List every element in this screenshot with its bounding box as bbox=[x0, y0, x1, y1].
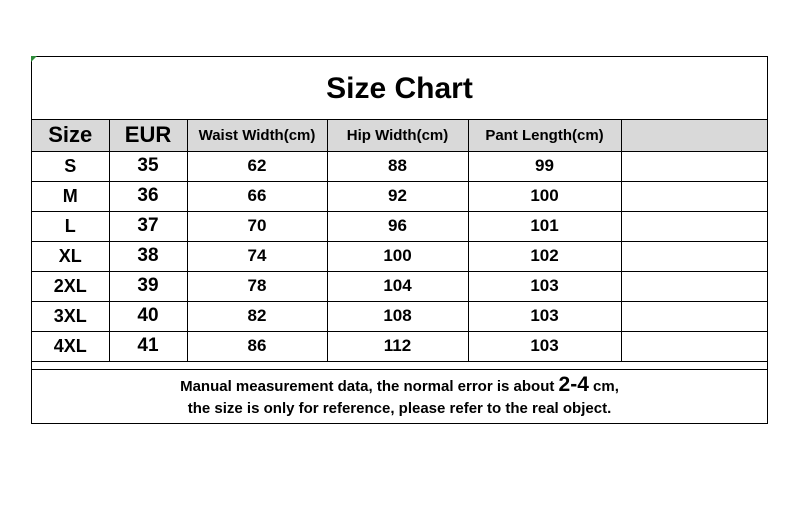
size-chart bbox=[31, 56, 768, 424]
pant-cell: 103 bbox=[468, 331, 621, 361]
waist-cell: 62 bbox=[187, 151, 327, 181]
empty-cell bbox=[621, 151, 767, 181]
size-cell: L bbox=[32, 211, 109, 241]
hip-cell: 108 bbox=[327, 301, 468, 331]
size-cell: 2XL bbox=[32, 271, 109, 301]
size-table bbox=[32, 120, 767, 362]
corner-marker bbox=[31, 56, 37, 62]
waist-cell: 66 bbox=[187, 181, 327, 211]
empty-cell bbox=[621, 331, 767, 361]
note-prefix: Manual measurement data, the normal error is about bbox=[180, 378, 559, 395]
table-row bbox=[32, 331, 767, 361]
size-cell: 3XL bbox=[32, 301, 109, 331]
eur-cell: 38 bbox=[109, 241, 187, 271]
table-row bbox=[32, 301, 767, 331]
pant-cell: 101 bbox=[468, 211, 621, 241]
eur-cell: 40 bbox=[109, 301, 187, 331]
pant-cell: 103 bbox=[468, 271, 621, 301]
note-line-2: the size is only for reference, please refer to the real object. bbox=[187, 400, 612, 417]
header-hip-width: Hip Width(cm) bbox=[327, 120, 468, 151]
pant-cell: 102 bbox=[468, 241, 621, 271]
empty-cell bbox=[621, 271, 767, 301]
table-row bbox=[32, 181, 767, 211]
header-waist-width: Waist Width(cm) bbox=[187, 120, 327, 151]
empty-cell bbox=[621, 301, 767, 331]
hip-cell: 96 bbox=[327, 211, 468, 241]
hip-cell: 88 bbox=[327, 151, 468, 181]
table-row bbox=[32, 151, 767, 181]
chart-title: Size Chart bbox=[32, 57, 767, 120]
header-eur: EUR bbox=[109, 120, 187, 151]
eur-cell: 39 bbox=[109, 271, 187, 301]
size-cell: S bbox=[32, 151, 109, 181]
empty-cell bbox=[621, 211, 767, 241]
note-line-1 bbox=[180, 374, 619, 398]
header-pant-length: Pant Length(cm) bbox=[468, 120, 621, 151]
empty-cell bbox=[621, 181, 767, 211]
hip-cell: 92 bbox=[327, 181, 468, 211]
waist-cell: 78 bbox=[187, 271, 327, 301]
pant-cell: 99 bbox=[468, 151, 621, 181]
eur-cell: 41 bbox=[109, 331, 187, 361]
hip-cell: 104 bbox=[327, 271, 468, 301]
waist-cell: 70 bbox=[187, 211, 327, 241]
size-cell: 4XL bbox=[32, 331, 109, 361]
hip-cell: 100 bbox=[327, 241, 468, 271]
pant-cell: 100 bbox=[468, 181, 621, 211]
header-empty-cell bbox=[621, 120, 767, 151]
note-error-range: 2-4 bbox=[558, 373, 589, 396]
waist-cell: 86 bbox=[187, 331, 327, 361]
eur-cell: 36 bbox=[109, 181, 187, 211]
table-row bbox=[32, 241, 767, 271]
table-header-row bbox=[32, 120, 767, 151]
waist-cell: 74 bbox=[187, 241, 327, 271]
header-size: Size bbox=[32, 120, 109, 151]
eur-cell: 37 bbox=[109, 211, 187, 241]
eur-cell: 35 bbox=[109, 151, 187, 181]
hip-cell: 112 bbox=[327, 331, 468, 361]
measurement-note bbox=[32, 369, 767, 424]
empty-cell bbox=[621, 241, 767, 271]
pant-cell: 103 bbox=[468, 301, 621, 331]
note-suffix: cm, bbox=[588, 378, 619, 395]
size-cell: M bbox=[32, 181, 109, 211]
table-row bbox=[32, 211, 767, 241]
size-cell: XL bbox=[32, 241, 109, 271]
waist-cell: 82 bbox=[187, 301, 327, 331]
table-row bbox=[32, 271, 767, 301]
